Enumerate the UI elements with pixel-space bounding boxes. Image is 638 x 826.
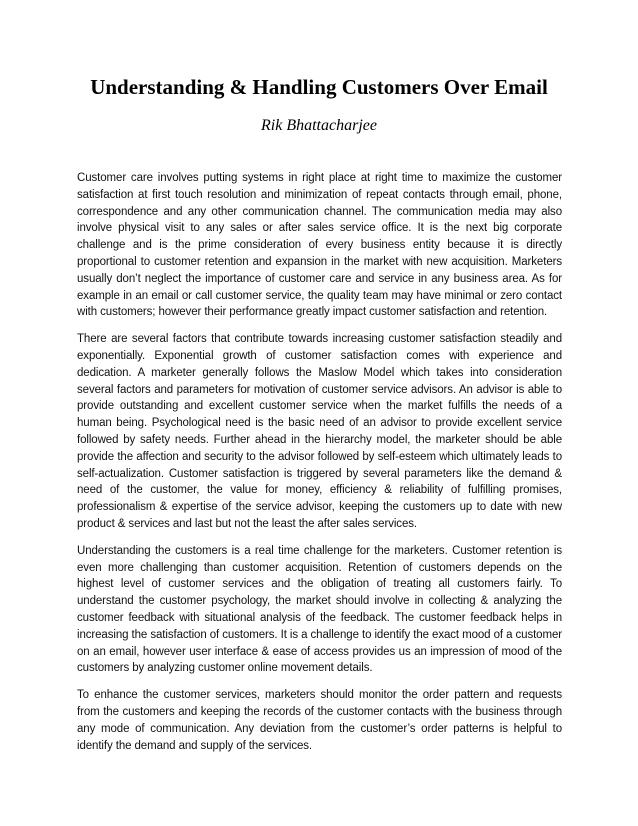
paragraph-4: To enhance the customer services, marketers should monitor the order pattern and requests from the customers and keeping the records of the customer contacts with the business through any mode of communication. Any deviation from the customer’s order patterns is helpful to identify the demand and supply of the services. — [77, 689, 562, 752]
paragraph-3: Understanding the customers is a real time challenge for the marketers. Customer retention is even more challenging than customer acquisition. Retention of customers depends on the highest level of customer services and the obligation of treating all customers fairly. To understand the customer psychology, the market should involve in collecting & analyzing the customer feedback with situational analysis of the feedback. The customer feedback helps in increasing the satisfaction of customers. It is a challenge to identify the exact mood of a customer on an email, however user interface & ease of access provides us an impression of mood of the customers by analyzing customer online movement details. — [77, 544, 562, 675]
paragraph-2: There are several factors that contribute towards increasing customer satisfaction steadily and exponentially. Exponential growth of customer satisfaction comes with experience and dedication. A marketer generally follows the Maslow Model which takes into consideration several factors and parameters for motivation of customer service advisors. An advisor is able to provide outstanding and excellent customer service when the market fulfills the needs of a human being. Psychological need is the basic need of an advisor to provide excellent service followed by safety needs. Further ahead in the hierarchy model, the marketer should be able provide the affection and security to the advisor followed by self-esteem which ultimately leads to self-actualization. Customer satisfaction is triggered by several parameters like the demand & need of the customer, the value for money, efficiency & reliability of fulfilling promises, professionalism & expertise of the service advisor, keeping the customers up to date with new product & services and last but not the least the after sales services. — [77, 333, 562, 530]
paragraph-1: Customer care involves putting systems in right place at right time to maximize the customer satisfaction at first touch resolution and minimization of repeat contacts through email, phone, correspondence and any other communication channel. The communication media may also involve physical visit to any sales or after sales service office. It is the next big corporate challenge and is the prime consideration of every business entity because it is directly proportional to customer retention and expansion in the market with new acquisition. Marketers usually don’t neglect the importance of customer care and service in any business area. As for example in an email or call customer service, the quality team may have minimal or zero contact with customers; however their performance greatly impact customer satisfaction and retention. — [77, 172, 562, 319]
document-title: Understanding & Handling Customers Over Email — [90, 75, 548, 99]
document-body — [77, 170, 562, 764]
document-author: Rik Bhattacharjee — [261, 117, 377, 134]
